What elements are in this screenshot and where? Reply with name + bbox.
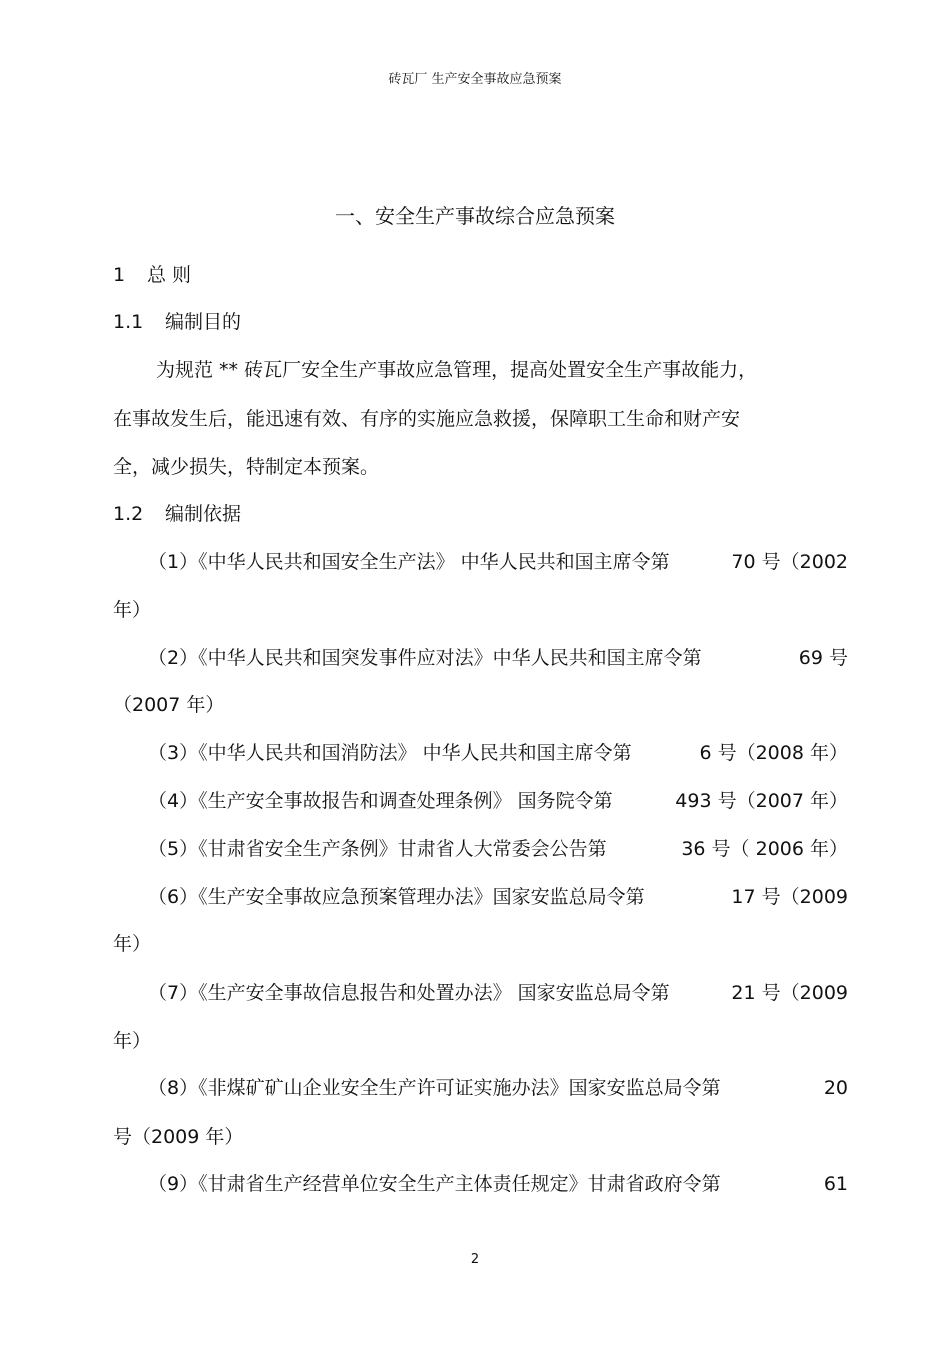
- basis-item-title: （2）《中华人民共和国突发事件应对法》中华人民共和国主席令第: [148, 647, 702, 669]
- basis-item-7-cont: 年）: [113, 1030, 152, 1052]
- heading-number: 1.2: [113, 503, 144, 525]
- basis-item-title: （6）《生产安全事故应急预案管理办法》国家安监总局令第: [148, 886, 645, 908]
- basis-item-2: [148, 645, 702, 671]
- basis-item-title: （1）《中华人民共和国安全生产法》 中华人民共和国主席令第: [148, 551, 670, 573]
- heading-label: 总 则: [147, 264, 192, 286]
- basis-item-title: （7）《生产安全事故信息报告和处置办法》 国家安监总局令第: [148, 982, 670, 1004]
- basis-item-9-number: 61: [823, 1173, 848, 1195]
- basis-item-3: [148, 740, 632, 766]
- basis-item-2-number: 69 号: [798, 647, 848, 669]
- basis-item-6-cont: 年）: [113, 933, 152, 955]
- basis-item-title: （9）《甘肃省生产经营单位安全生产主体责任规定》甘肃省政府令第: [148, 1173, 721, 1195]
- heading-label: 编制依据: [165, 503, 242, 525]
- basis-item-8-number: 20: [823, 1077, 848, 1099]
- basis-item-3-number: 6 号（2008 年）: [699, 742, 848, 764]
- basis-item-1: [148, 549, 670, 575]
- running-header: 砖瓦厂 生产安全事故应急预案: [388, 72, 562, 87]
- basis-item-4: [148, 788, 613, 814]
- page-number: 2: [470, 1252, 480, 1267]
- heading-number: 1: [113, 264, 126, 286]
- basis-item-6: [148, 884, 645, 910]
- basis-item-title: （3）《中华人民共和国消防法》 中华人民共和国主席令第: [148, 742, 632, 764]
- basis-item-1-cont: 年）: [113, 599, 152, 621]
- heading-number: 1.1: [113, 311, 144, 333]
- basis-item-5: [148, 836, 607, 862]
- basis-item-title: （4）《生产安全事故报告和调查处理条例》 国务院令第: [148, 790, 613, 812]
- basis-item-8-cont: 号（2009 年）: [113, 1126, 244, 1148]
- basis-item-7: [148, 980, 670, 1006]
- basis-item-7-number: 21 号（2009: [731, 982, 848, 1004]
- basis-item-4-number: 493 号（2007 年）: [675, 790, 848, 812]
- basis-item-1-number: 70 号（2002: [731, 551, 848, 573]
- basis-item-9: [148, 1171, 721, 1197]
- section-title: 一、安全生产事故综合应急预案: [335, 204, 615, 228]
- basis-item-2-cont: （2007 年）: [113, 694, 225, 716]
- heading-basis: [113, 501, 241, 527]
- purpose-line-3: 全，减少损失，特制定本预案。: [113, 456, 380, 478]
- basis-item-title: （5）《甘肃省安全生产条例》甘肃省人大常委会公告第: [148, 838, 607, 860]
- basis-item-8: [148, 1075, 721, 1101]
- heading-general: [113, 262, 191, 288]
- basis-item-6-number: 17 号（2009: [731, 886, 848, 908]
- heading-label: 编制目的: [165, 311, 242, 333]
- basis-item-5-number: 36 号（ 2006 年）: [681, 838, 848, 860]
- purpose-line-2: 在事故发生后，能迅速有效、有序的实施应急救援，保障职工生命和财产安: [113, 408, 741, 430]
- purpose-line-1: 为规范 ** 砖瓦厂安全生产事故应急管理，提高处置安全生产事故能力，: [156, 359, 758, 381]
- heading-purpose: [113, 309, 241, 335]
- basis-item-title: （8）《非煤矿矿山企业安全生产许可证实施办法》国家安监总局令第: [148, 1077, 721, 1099]
